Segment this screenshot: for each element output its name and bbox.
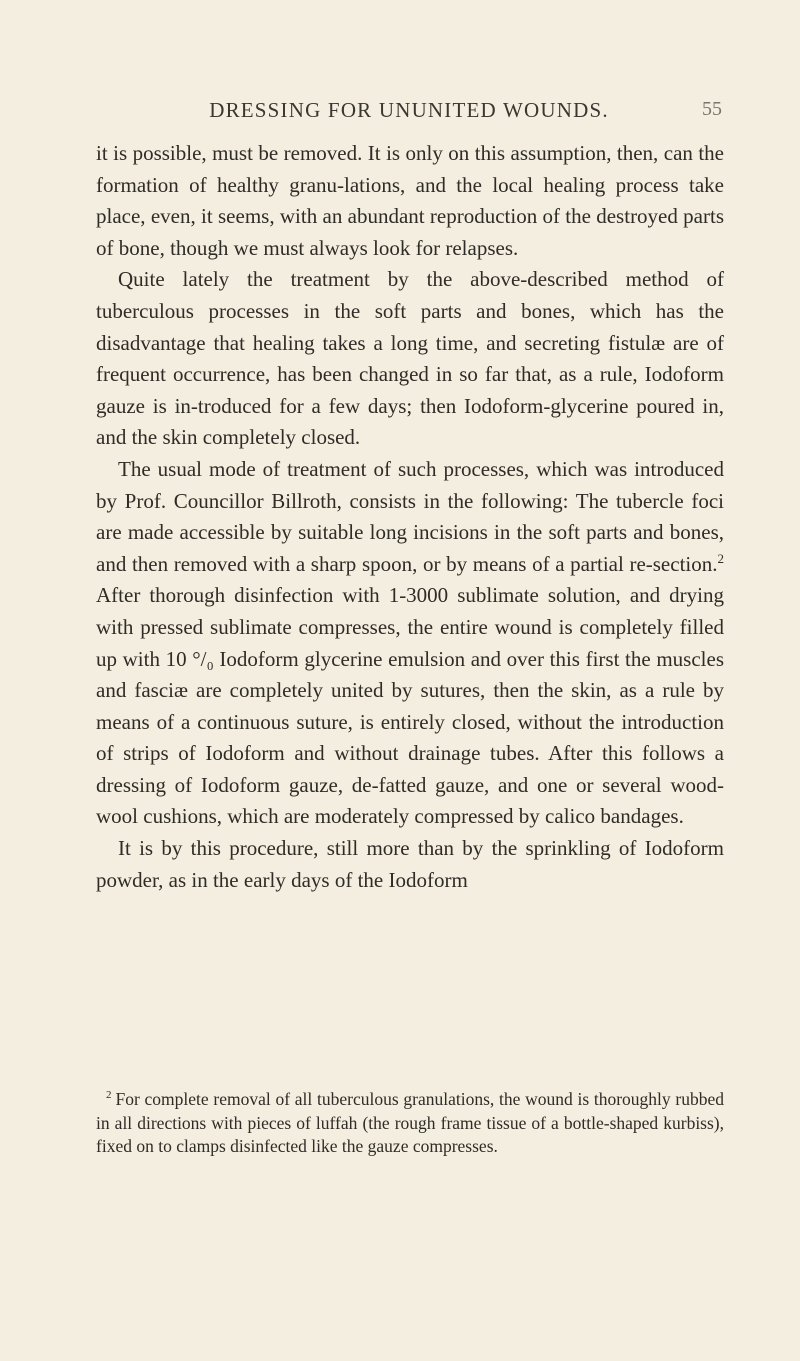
footnote-reference: 2 xyxy=(717,550,724,566)
paragraph-3-continuation: After thorough disinfection with 1-3000 sublimate solution, and drying with pressed sublimate compresses, the entire wound is completely filled up with 10 °/₀ Iodoform glycerine emulsion and over this first the muscles and fasciæ are completely united by sutures, then the skin, as a rule by means of a continuous suture, is entirely closed, without the introduction of strips of Iodoform and without drainage tubes. After this follows a dressing of Iodoform gauze, de-fatted gauze, and one or several wood-wool cushions, which are moderately compressed by calico bandages. xyxy=(96,583,724,829)
footnote-mark: 2 xyxy=(106,1089,112,1102)
paragraph-3-text: The usual mode of treatment of such processes, which was introduced by Prof. Councillor Billroth, consists in the following: The tubercle foci are made accessible by suitable long incisions in the soft parts and bones, and then removed with a sharp spoon, or by means of a partial re-section. xyxy=(96,456,724,576)
paragraph-1: it is possible, must be removed. It is only on this assumption, then, can the formation of healthy granu-lations, and the local healing process take place, even, it seems, with an abundant reproduction of the destroyed parts of bone, though we must always look for relapses. xyxy=(96,141,724,260)
paragraph-2: Quite lately the treatment by the above-described method of tuberculous processes in the soft parts and bones, which has the disadvantage that healing takes a long time, and secreting fistulæ are of frequent occurrence, has been changed in so far that, as a rule, Iodoform gauze is in-troduced for a few days; then Iodoform-glycerine poured in, and the skin completely closed. xyxy=(96,267,724,450)
page-number: 55 xyxy=(702,98,722,120)
footnote xyxy=(96,1088,724,1159)
paragraph-3 xyxy=(96,454,724,833)
running-head xyxy=(96,98,722,128)
body-text xyxy=(96,138,724,896)
footnote-text: For complete removal of all tuberculous granulations, the wound is thoroughly rubbed in all directions with pieces of luffah (the rough frame tissue of a bottle-shaped kurbiss), fixed on to clamps disinfected like the gauze compresses. xyxy=(96,1089,724,1156)
running-title: DRESSING FOR UNUNITED WOUNDS. xyxy=(209,98,609,122)
paragraph-4: It is by this procedure, still more than by the sprinkling of Iodoform powder, as in the early days of the Iodoform xyxy=(96,836,724,892)
